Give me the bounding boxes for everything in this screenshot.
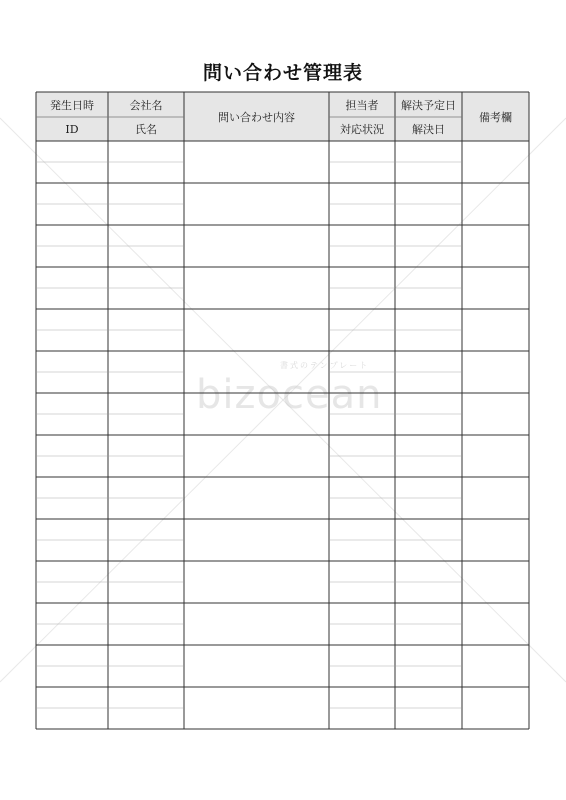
watermark-brand: bizocean — [196, 372, 383, 418]
header-status: 対応状況 — [340, 123, 384, 136]
document-title: 問い合わせ管理表 — [202, 62, 363, 84]
header-company: 会社名 — [129, 98, 163, 112]
header-person-name: 氏名 — [135, 123, 157, 136]
header-inquiry: 問い合わせ内容 — [218, 110, 295, 124]
header-due-date: 解決予定日 — [401, 98, 456, 112]
watermark-tagline: 書式のテンプレート — [280, 361, 370, 370]
header-remarks: 備考欄 — [479, 110, 512, 124]
watermark-diagonals — [0, 118, 566, 682]
header-resolved-date: 解決日 — [412, 123, 445, 136]
watermark-diagonal — [283, 118, 566, 400]
header-assignee: 担当者 — [345, 98, 379, 112]
header-id: ID — [65, 122, 79, 136]
watermark-diagonal — [0, 400, 283, 682]
watermark-diagonal — [283, 400, 566, 682]
watermark-diagonal — [0, 118, 283, 400]
header-occurred-at: 発生日時 — [50, 98, 94, 112]
